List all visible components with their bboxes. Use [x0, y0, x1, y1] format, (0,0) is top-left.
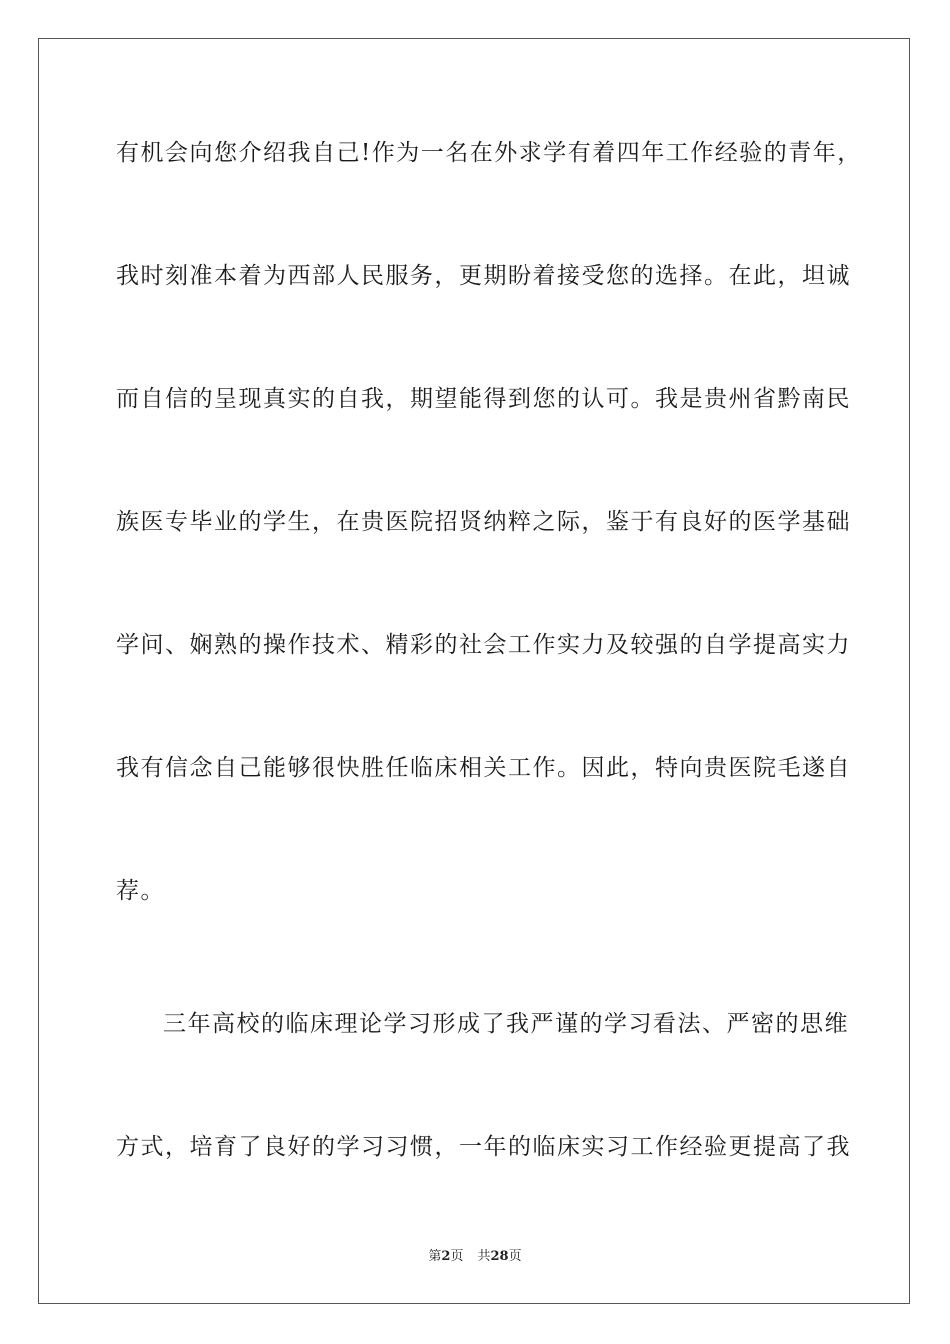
- total-prefix: 共: [477, 1249, 491, 1264]
- page-footer: [0, 1248, 950, 1266]
- text-line: 族医专毕业的学生，在贵医院招贤纳粹之际，鉴于有良好的医学基础: [116, 509, 851, 535]
- text-line: 荐。: [116, 878, 165, 904]
- text-line: 方式，培育了良好的学习习惯，一年的临床实习工作经验更提高了我: [116, 1134, 851, 1160]
- text-line: 学问、娴熟的操作技术、精彩的社会工作实力及较强的自学提高实力: [116, 632, 851, 658]
- text-line: 我时刻准本着为西部人民服务，更期盼着接受您的选择。在此，坦诚: [116, 263, 851, 289]
- total-pages: 28: [490, 1249, 509, 1264]
- page-border: [38, 38, 910, 1304]
- page-suffix: 页: [450, 1249, 464, 1264]
- text-line: 而自信的呈现真实的自我，期望能得到您的认可。我是贵州省黔南民: [116, 386, 851, 412]
- page-prefix: 第: [428, 1249, 442, 1264]
- text-line: 三年高校的临床理论学习形成了我严谨的学习看法、严密的思维: [163, 1011, 849, 1037]
- page-number: 2: [441, 1249, 451, 1264]
- text-line: 有机会向您介绍我自己!作为一名在外求学有着四年工作经验的青年，: [116, 140, 862, 166]
- text-line: 我有信念自己能够很快胜任临床相关工作。因此，特向贵医院毛遂自: [116, 755, 851, 781]
- total-suffix: 页: [508, 1249, 522, 1264]
